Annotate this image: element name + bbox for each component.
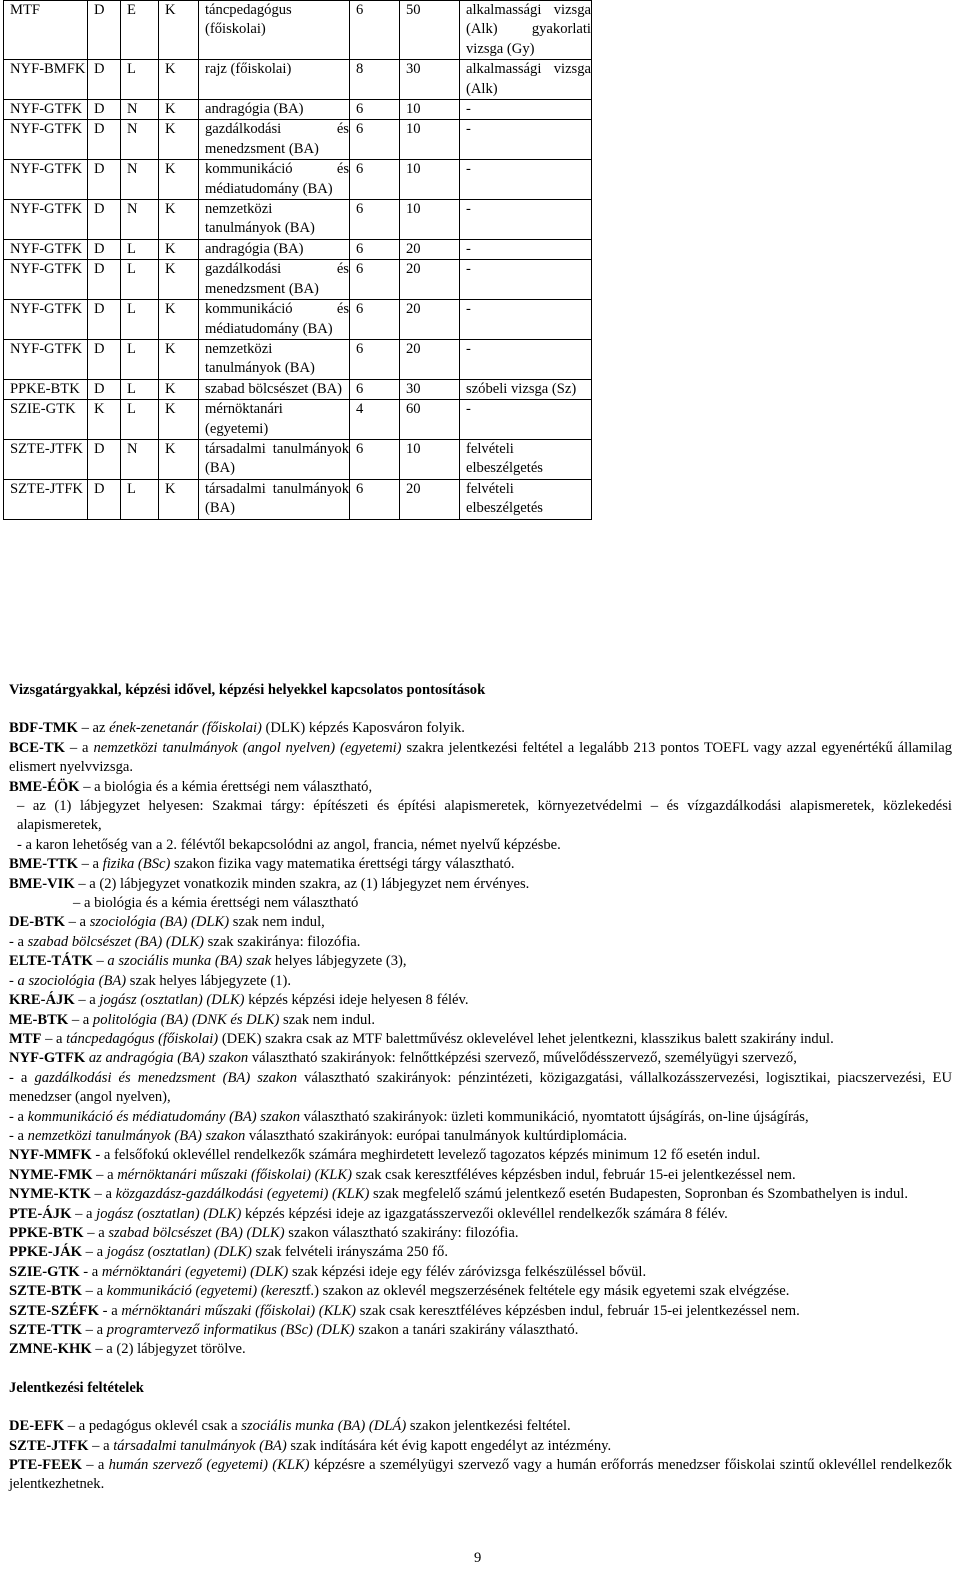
cell-funding: K (159, 60, 199, 100)
cell-quota: 10 (400, 200, 460, 240)
cell-program: rajz (főiskolai) (199, 60, 350, 100)
cell-semesters: 6 (350, 260, 400, 300)
cell-quota: 30 (400, 379, 460, 399)
cell-schedule: D (88, 300, 121, 340)
cell-funding: K (159, 120, 199, 160)
cell-schedule: D (88, 1, 121, 60)
note-ppke-btk: PPKE-BTK – a szabad bölcsészet (BA) (DLK) szakon választható szakirány: filozófia. (9, 1224, 519, 1241)
cell-level: L (121, 60, 159, 100)
cell-exam: - (460, 120, 592, 160)
cell-schedule: D (88, 160, 121, 200)
table-row (4, 260, 592, 300)
cell-funding: K (159, 1, 199, 60)
table-row (4, 400, 592, 440)
note-bme-vik: BME-VIK – a (2) lábjegyzet vonatkozik minden szakra, az (1) lábjegyzet nem érvényes. (9, 875, 530, 892)
cell-semesters: 6 (350, 160, 400, 200)
table-row (4, 120, 592, 160)
cell-funding: K (159, 379, 199, 399)
cell-program: szabad bölcsészet (BA) (199, 379, 350, 399)
cell-exam: felvételi elbeszélgetés (460, 479, 592, 519)
cell-quota: 30 (400, 60, 460, 100)
cell-semesters: 6 (350, 479, 400, 519)
cell-level: L (121, 300, 159, 340)
cell-program: kommunikáció és médiatudomány (BA) (199, 300, 350, 340)
note-de-efk: DE-EFK – a pedagógus oklevél csak a szociális munka (BA) (DLÁ) szakon jelentkezési feltétel. (9, 1418, 571, 1435)
cell-level: L (121, 260, 159, 300)
cell-schedule: D (88, 239, 121, 259)
note-bme-ttk: BME-TTK – a fizika (BSc) szakon fizika vagy matematika érettségi tárgy választható. (9, 856, 515, 873)
table-row (4, 439, 592, 479)
table-row (4, 1, 592, 60)
cell-institution: SZTE-JTFK (4, 479, 88, 519)
cell-schedule: D (88, 439, 121, 479)
cell-exam: felvételi elbeszélgetés (460, 439, 592, 479)
cell-institution: NYF-GTFK (4, 260, 88, 300)
cell-program: andragógia (BA) (199, 239, 350, 259)
cell-institution: SZTE-JTFK (4, 439, 88, 479)
note-szte-szefk: SZTE-SZÉFK - a mérnöktanári műszaki (főiskolai) (KLK) szak csak keresztféléves képzésben indul, február 15-ei jelentkezéssel nem. (9, 1302, 800, 1319)
cell-schedule: D (88, 379, 121, 399)
cell-level: N (121, 120, 159, 160)
note-bdf-tmk: BDF-TMK – az ének-zenetanár (főiskolai) (DLK) képzés Kaposváron folyik. (9, 720, 465, 737)
cell-quota: 20 (400, 479, 460, 519)
cell-funding: K (159, 239, 199, 259)
cell-program: nemzetközi tanulmányok (BA) (199, 339, 350, 379)
note-nyf-gtfk: NYF-GTFK az andragógia (BA) szakon választható szakirányok: felnőttképzési szervező, művelődésszervező, személyügyi szervező, (9, 1050, 797, 1067)
cell-funding: K (159, 300, 199, 340)
note-kre-ajk: KRE-ÁJK – a jogász (osztatlan) (DLK) képzés képzési ideje helyesen 8 félév. (9, 992, 469, 1009)
note-szte-ttk: SZTE-TTK – a programtervező informatikus (BSc) (DLK) szakon a tanári szakirány választható. (9, 1322, 579, 1338)
note-bce-tk: BCE-TK – a nemzetközi tanulmányok (angol nyelven) (egyetemi) szakra jelentkezési feltétel a legalább 213 pontos TOEFL vagy azzal egyenértékű államilag elismert nyelvvizsga. (9, 739, 952, 776)
cell-semesters: 6 (350, 339, 400, 379)
cell-level: L (121, 400, 159, 440)
cell-schedule: D (88, 479, 121, 519)
note-mtf: MTF – a táncpedagógus (főiskolai) (DEK) szakra csak az MTF balettművész oklevelével lehet jelentkezni, klasszikus balett szakirány indul. (9, 1030, 834, 1047)
cell-exam: - (460, 300, 592, 340)
cell-institution: NYF-BMFK (4, 60, 88, 100)
cell-exam: - (460, 160, 592, 200)
note-szte-btk: SZTE-BTK – a kommunikáció (egyetemi) (keresztf.) szakon az oklevél megszerzésének feltétele egy másik egyetemi szak elvégzése. (9, 1283, 790, 1300)
cell-quota: 10 (400, 439, 460, 479)
cell-level: N (121, 100, 159, 120)
note-nyf-gtfk-3: - a kommunikáció és médiatudomány (BA) szakon választható szakirányok: üzleti kommunikáció, nyomtatott újságírás, on-line újságírás, (9, 1108, 809, 1125)
cell-funding: K (159, 200, 199, 240)
note-pte-feek: PTE-FEEK – a humán szervező (egyetemi) (KLK) képzésre a személyügyi szervező vagy a humán erőforrás menedzser főiskolai szintű oklevéllel rendelkezők jelentkezhetnek. (9, 1457, 952, 1493)
cell-level: L (121, 239, 159, 259)
cell-program: nemzetközi tanulmányok (BA) (199, 200, 350, 240)
table-row (4, 339, 592, 379)
table-row (4, 239, 592, 259)
cell-quota: 50 (400, 1, 460, 60)
note-pte-ajk: PTE-ÁJK – a jogász (osztatlan) (DLK) képzés képzési ideje az igazgatásszervezői oklevéllel rendelkezők számára 8 félév. (9, 1205, 728, 1222)
cell-quota: 60 (400, 400, 460, 440)
note-nyme-fmk: NYME-FMK – a mérnöktanári műszaki (főiskolai) (KLK) szak csak keresztféléves képzésben indul, február 15-ei jelentkezéssel nem. (9, 1166, 796, 1183)
cell-schedule: D (88, 260, 121, 300)
cell-funding: K (159, 479, 199, 519)
cell-quota: 10 (400, 160, 460, 200)
cell-schedule: D (88, 100, 121, 120)
note-bme-vik-2: – a biológia és a kémia érettségi nem választható (73, 895, 359, 912)
cell-exam: - (460, 260, 592, 300)
table-row (4, 160, 592, 200)
cell-program: andragógia (BA) (199, 100, 350, 120)
cell-quota: 20 (400, 300, 460, 340)
note-nyf-gtfk-4: - a nemzetközi tanulmányok (BA) szakon választható szakirányok: európai tanulmányok kultúrdiplomácia. (9, 1127, 628, 1144)
table-row (4, 60, 592, 100)
table-row (4, 100, 592, 120)
cell-institution: NYF-GTFK (4, 300, 88, 340)
cell-semesters: 6 (350, 300, 400, 340)
cell-level: N (121, 160, 159, 200)
cell-semesters: 4 (350, 400, 400, 440)
cell-exam: alkalmassági vizsga (Alk) gyakorlati vizsga (Gy) (460, 1, 592, 60)
cell-schedule: D (88, 339, 121, 379)
cell-semesters: 6 (350, 1, 400, 60)
note-bme-eok-2: – az (1) lábjegyzet helyesen: Szakmai tárgy: építészeti és építési alapismeretek, környezetvédelmi – és vízgazdálkodási alapismeretek, közlekedési alapismeretek, (17, 798, 952, 834)
cell-level: L (121, 379, 159, 399)
note-nyf-gtfk-2: - a gazdálkodási és menedzsment (BA) szakon választható szakirányok: pénzintézeti, közigazgatási, vállalkozásszervezési, logisztikai, piacszervezési, EU menedzser (angol nyelven), (9, 1069, 952, 1106)
cell-funding: K (159, 100, 199, 120)
cell-schedule: K (88, 400, 121, 440)
cell-funding: K (159, 439, 199, 479)
note-ppke-jak: PPKE-JÁK – a jogász (osztatlan) (DLK) szak felvételi irányszáma 250 fő. (9, 1244, 448, 1261)
note-szte-jtfk: SZTE-JTFK – a társadalmi tanulmányok (BA) szak indítására két évig kapott engedélyt az intézmény. (9, 1437, 612, 1454)
cell-schedule: D (88, 60, 121, 100)
cell-semesters: 6 (350, 200, 400, 240)
cell-exam: - (460, 200, 592, 240)
cell-semesters: 8 (350, 60, 400, 100)
cell-quota: 20 (400, 260, 460, 300)
cell-quota: 20 (400, 339, 460, 379)
table-row (4, 200, 592, 240)
cell-level: L (121, 479, 159, 519)
cell-exam: alkalmassági vizsga (Alk) (460, 60, 592, 100)
cell-institution: NYF-GTFK (4, 100, 88, 120)
cell-institution: NYF-GTFK (4, 200, 88, 240)
note-bme-eok-3: - a karon lehetőség van a 2. félévtől bekapcsolódni az angol, francia, német nyelvű képzésbe. (17, 836, 561, 853)
cell-schedule: D (88, 120, 121, 160)
note-nyf-mmfk: NYF-MMFK - a felsőfokú oklevéllel rendelkezők számára meghirdetett levelező tagozatos képzés minimum 12 fő esetén indul. (9, 1147, 761, 1164)
note-me-btk: ME-BTK – a politológia (BA) (DNK és DLK) szak nem indul. (9, 1011, 376, 1028)
cell-funding: K (159, 339, 199, 379)
cell-level: N (121, 439, 159, 479)
cell-quota: 20 (400, 239, 460, 259)
cell-institution: MTF (4, 1, 88, 60)
cell-funding: K (159, 260, 199, 300)
page-number: 9 (474, 1550, 482, 1566)
program-table (3, 0, 592, 520)
cell-quota: 10 (400, 100, 460, 120)
table-row (4, 379, 592, 399)
notes-heading: Vizsgatárgyakkal, képzési idővel, képzési helyekkel kapcsolatos pontosítások (9, 682, 486, 698)
cell-exam: - (460, 100, 592, 120)
cell-institution: NYF-GTFK (4, 160, 88, 200)
cell-program: társadalmi tanulmányok (BA) (199, 439, 350, 479)
cell-funding: K (159, 160, 199, 200)
notes-heading-2: Jelentkezési feltételek (9, 1379, 144, 1396)
cell-funding: K (159, 400, 199, 440)
cell-exam: szóbeli vizsga (Sz) (460, 379, 592, 399)
cell-program: táncpedagógus (főiskolai) (199, 1, 350, 60)
cell-semesters: 6 (350, 239, 400, 259)
cell-level: N (121, 200, 159, 240)
cell-exam: - (460, 400, 592, 440)
cell-schedule: D (88, 200, 121, 240)
cell-exam: - (460, 339, 592, 379)
cell-institution: SZIE-GTK (4, 400, 88, 440)
cell-institution: PPKE-BTK (4, 379, 88, 399)
cell-program: mérnöktanári (egyetemi) (199, 400, 350, 440)
cell-semesters: 6 (350, 439, 400, 479)
cell-level: L (121, 339, 159, 379)
note-nyme-ktk: NYME-KTK – a közgazdász-gazdálkodási (egyetemi) (KLK) szak megfelelő számú jelentkező esetén Budapesten, Sopronban és Szombathelyen is indul. (9, 1186, 908, 1203)
cell-exam: - (460, 239, 592, 259)
note-zmne-khk: ZMNE-KHK – a (2) lábjegyzet törölve. (9, 1341, 246, 1358)
cell-institution: NYF-GTFK (4, 339, 88, 379)
table-row (4, 300, 592, 340)
note-bme-eok: BME-ÉÖK – a biológia és a kémia érettségi nem választható, (9, 778, 373, 795)
cell-program: gazdálkodási és menedzsment (BA) (199, 120, 350, 160)
cell-institution: NYF-GTFK (4, 120, 88, 160)
note-de-btk: DE-BTK – a szociológia (BA) (DLK) szak nem indul, (9, 914, 325, 931)
cell-program: társadalmi tanulmányok (BA) (199, 479, 350, 519)
table-row (4, 479, 592, 519)
cell-semesters: 6 (350, 120, 400, 160)
note-elte-tatk: ELTE-TÁTK – a szociális munka (BA) szak helyes lábjegyzete (3), (9, 953, 407, 970)
cell-program: gazdálkodási és menedzsment (BA) (199, 260, 350, 300)
cell-level: E (121, 1, 159, 60)
cell-semesters: 6 (350, 379, 400, 399)
note-szie-gtk: SZIE-GTK - a mérnöktanári (egyetemi) (DLK) szak képzési ideje egy félév záróvizsga felkészüléssel bővül. (9, 1263, 647, 1280)
cell-quota: 10 (400, 120, 460, 160)
cell-institution: NYF-GTFK (4, 239, 88, 259)
note-de-btk-2: - a szabad bölcsészet (BA) (DLK) szak szakiránya: filozófia. (9, 933, 361, 950)
note-elte-tatk-2: - a szociológia (BA) szak helyes lábjegyzete (1). (9, 972, 292, 989)
cell-semesters: 6 (350, 100, 400, 120)
notes-section (9, 681, 952, 1495)
cell-program: kommunikáció és médiatudomány (BA) (199, 160, 350, 200)
